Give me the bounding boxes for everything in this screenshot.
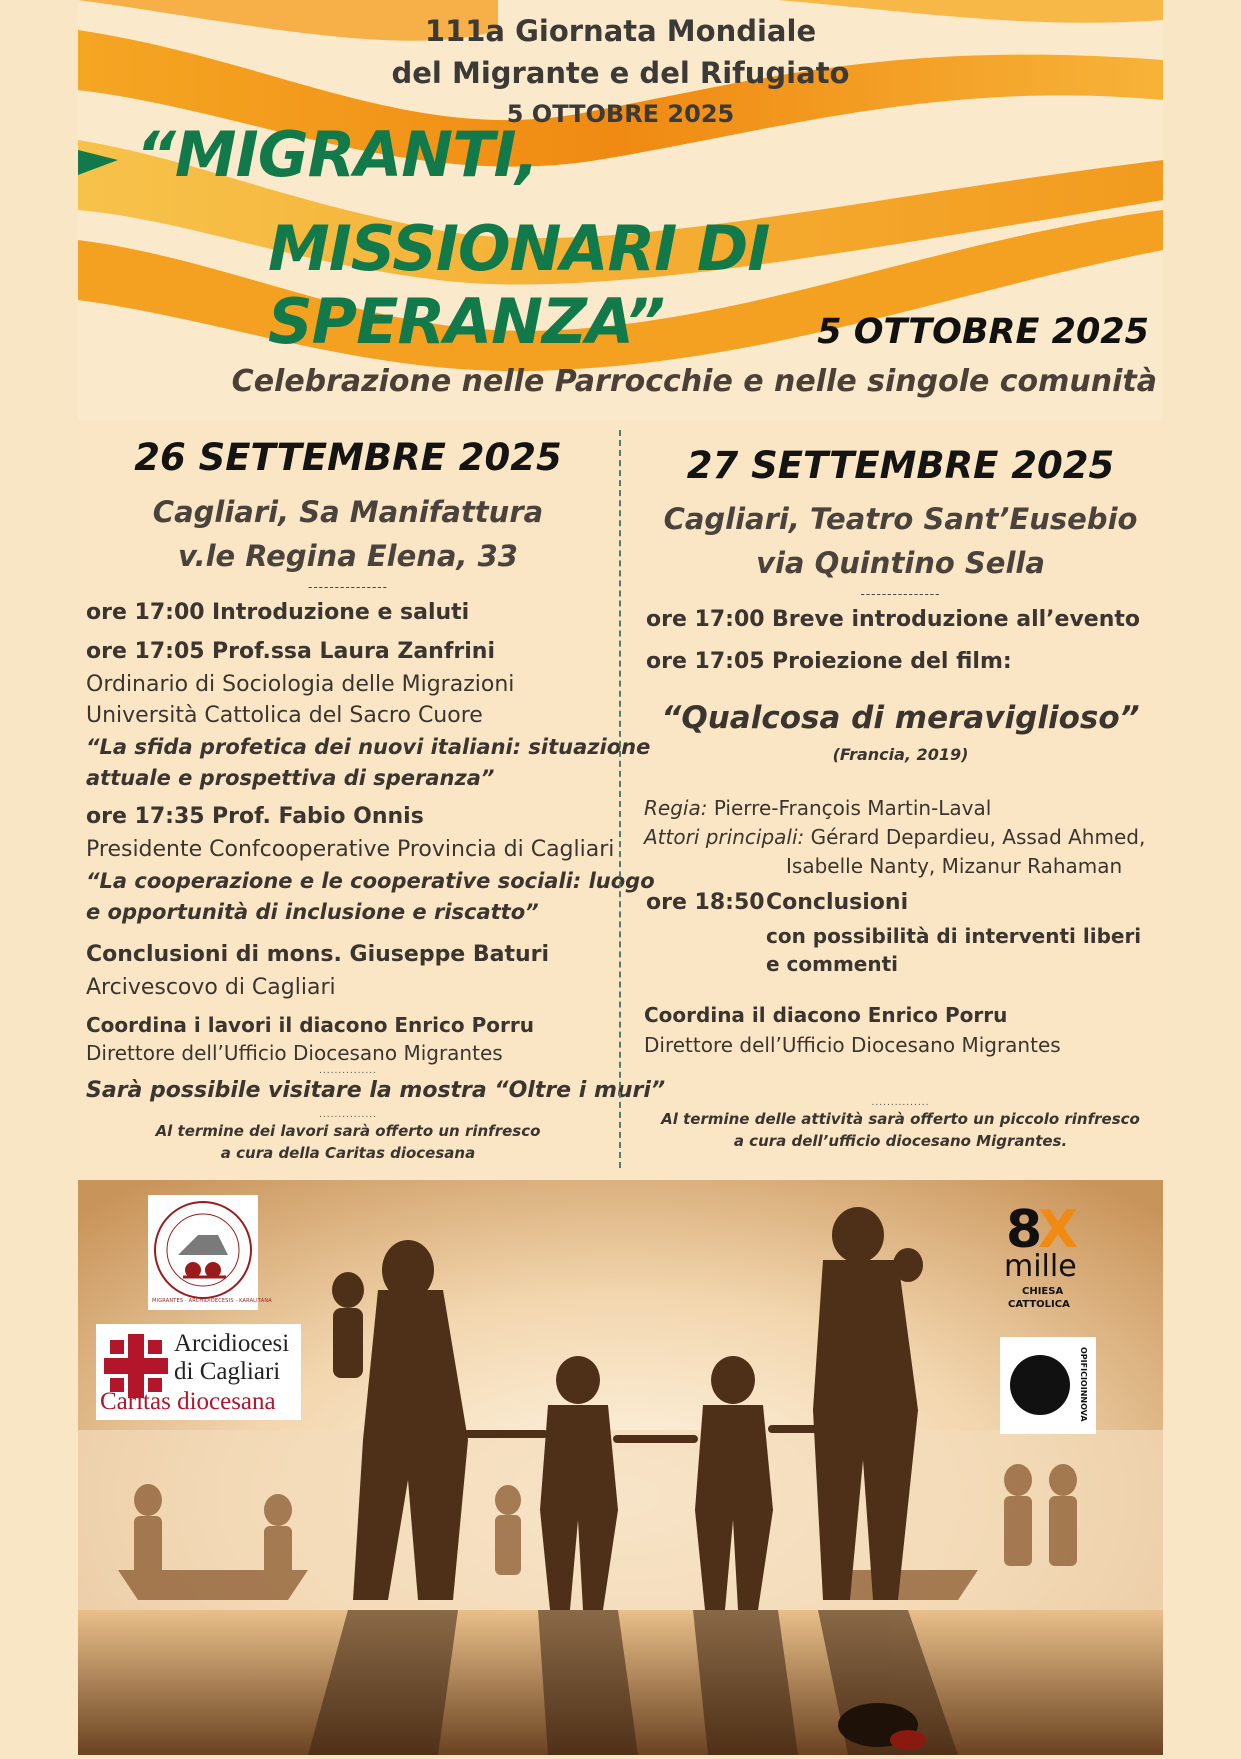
dots: ...............	[871, 1098, 930, 1108]
conclusions-line-2: e commenti	[766, 952, 899, 976]
poster	[78, 0, 1163, 1755]
right-row-2	[646, 649, 1012, 674]
left-row-3	[86, 804, 424, 829]
caritas-line-1: Arcidiocesi	[174, 1330, 290, 1357]
cast-line-2: Isabelle Nanty, Mizanur Rahaman	[786, 854, 1123, 878]
talk-title-line-1: “La sfida profetica dei nuovi italiani: situazione	[86, 735, 651, 759]
caritas-line-2: di Cagliari	[174, 1358, 281, 1385]
left-date: 26 SETTEMBRE 2025	[134, 436, 562, 479]
event-date: 5 OTTOBRE 2025	[817, 312, 1149, 352]
migrantes-ring-text: MIGRANTES · ARCHIDIOECESIS · KARALITANA	[152, 1298, 272, 1304]
talk-title-line-2: e opportunità di inclusione e riscatto”	[86, 900, 539, 924]
cast-line-1: Gérard Depardieu, Assad Ahmed,	[810, 825, 1146, 849]
ottoxmille-sub-2: CATTOLICA	[1008, 1299, 1070, 1310]
dots: ...............	[319, 1110, 377, 1120]
speaker: Prof.ssa Laura Zanfrini	[212, 639, 496, 664]
title-line-2: MISSIONARI DI SPERANZA”	[268, 212, 770, 358]
speaker-role: Ordinario di Sociologia delle Migrazioni	[86, 672, 515, 697]
event-edition: 111a Giornata Mondiale	[424, 14, 817, 48]
right-row-3	[646, 890, 908, 915]
ottoxmille-logo	[998, 1202, 1098, 1312]
coordinator: Coordina il diacono Enrico Porru	[644, 1003, 1008, 1027]
opificio-logo	[1000, 1337, 1096, 1434]
coordinator-role: Direttore dell’Ufficio Diocesano Migrantes	[86, 1041, 503, 1065]
ottoxmille-sub-1: CHIESA	[1022, 1286, 1064, 1297]
refreshment-note-1: Al termine dei lavori sarà offerto un rinfresco	[155, 1122, 541, 1140]
refreshment-note-1: Al termine delle attività sarà offerto un piccolo rinfresco	[661, 1110, 1140, 1128]
time: ore 17:35	[86, 804, 205, 829]
refreshment-note-2: a cura della Caritas diocesana	[220, 1144, 476, 1162]
event-date-top: 5 OTTOBRE 2025	[506, 100, 735, 128]
refreshment-note-2: a cura dell’ufficio diocesano Migrantes.	[733, 1132, 1068, 1150]
event-name: del Migrante e del Rifugiato	[391, 56, 850, 90]
right-place-2: via Quintino Sella	[756, 546, 1045, 580]
activity: Breve introduzione all’evento	[772, 607, 1141, 632]
talk-title-line-2: attuale e prospettiva di speranza”	[86, 766, 495, 790]
director-label: Regia:	[644, 796, 708, 820]
film-title: “Qualcosa di meraviglioso”	[661, 700, 1140, 736]
conclusions-line-1: con possibilità di interventi liberi	[766, 924, 1142, 948]
ottoxmille-number: 8	[1006, 1200, 1043, 1260]
activity: Conclusioni	[766, 890, 909, 915]
left-place-1: Cagliari, Sa Manifattura	[152, 495, 544, 529]
activity: Introduzione e saluti	[212, 600, 470, 625]
coordinator-role: Direttore dell’Ufficio Diocesano Migrantes	[644, 1033, 1061, 1057]
header	[78, 0, 1163, 420]
ottoxmille-x: X	[1038, 1200, 1079, 1260]
time: ore 18:50	[646, 890, 765, 915]
caritas-line-3: Caritas diocesana	[100, 1388, 276, 1415]
film-cast	[644, 825, 1145, 849]
separator: ---------------	[860, 587, 941, 601]
activity: Proiezione del film:	[772, 649, 1012, 674]
time: ore 17:00	[86, 600, 205, 625]
speaker-role: Presidente Confcooperative Provincia di Cagliari	[86, 837, 615, 862]
left-row-2	[86, 639, 495, 664]
conclusions: Conclusioni di mons. Giuseppe Baturi	[86, 942, 550, 967]
dots: ...............	[319, 1066, 377, 1076]
right-row-1	[646, 607, 1140, 632]
column-divider	[619, 430, 621, 1168]
director-name: Pierre-François Martin-Laval	[713, 796, 992, 820]
speaker: Prof. Fabio Onnis	[212, 804, 424, 829]
talk-title-line-1: “La cooperazione e le cooperative sociali: luogo	[86, 869, 655, 893]
ottoxmille-word: mille	[1004, 1249, 1077, 1284]
celebration-note: Celebrazione nelle Parrocchie e nelle singole comunità	[231, 364, 1157, 399]
right-date: 27 SETTEMBRE 2025	[686, 444, 1115, 487]
left-place-2: v.le Regina Elena, 33	[178, 539, 518, 573]
film-director	[644, 796, 991, 820]
time: ore 17:05	[646, 649, 765, 674]
migrants-illustration	[78, 1180, 1163, 1755]
speaker-affiliation: Università Cattolica del Sacro Cuore	[86, 703, 483, 728]
opificio-text: OPIFICIOINNOVA	[1079, 1347, 1088, 1422]
cast-label: Attori principali:	[644, 825, 805, 849]
left-row-1	[86, 600, 469, 625]
coordinator: Coordina i lavori il diacono Enrico Porru	[86, 1013, 534, 1037]
migrantes-seal-icon	[148, 1195, 272, 1310]
conclusions-role: Arcivescovo di Cagliari	[86, 975, 336, 1000]
title-line-1: “MIGRANTI,	[136, 118, 539, 191]
right-place-1: Cagliari, Teatro Sant’Eusebio	[663, 502, 1138, 536]
caritas-logo	[96, 1324, 301, 1420]
film-info: (Francia, 2019)	[832, 745, 969, 764]
time: ore 17:00	[646, 607, 765, 632]
separator: ---------------	[308, 580, 388, 594]
time: ore 17:05	[86, 639, 205, 664]
migrantes-logo	[148, 1195, 272, 1310]
exhibition-note: Sarà possibile visitare la mostra “Oltre i muri”	[86, 1078, 666, 1103]
